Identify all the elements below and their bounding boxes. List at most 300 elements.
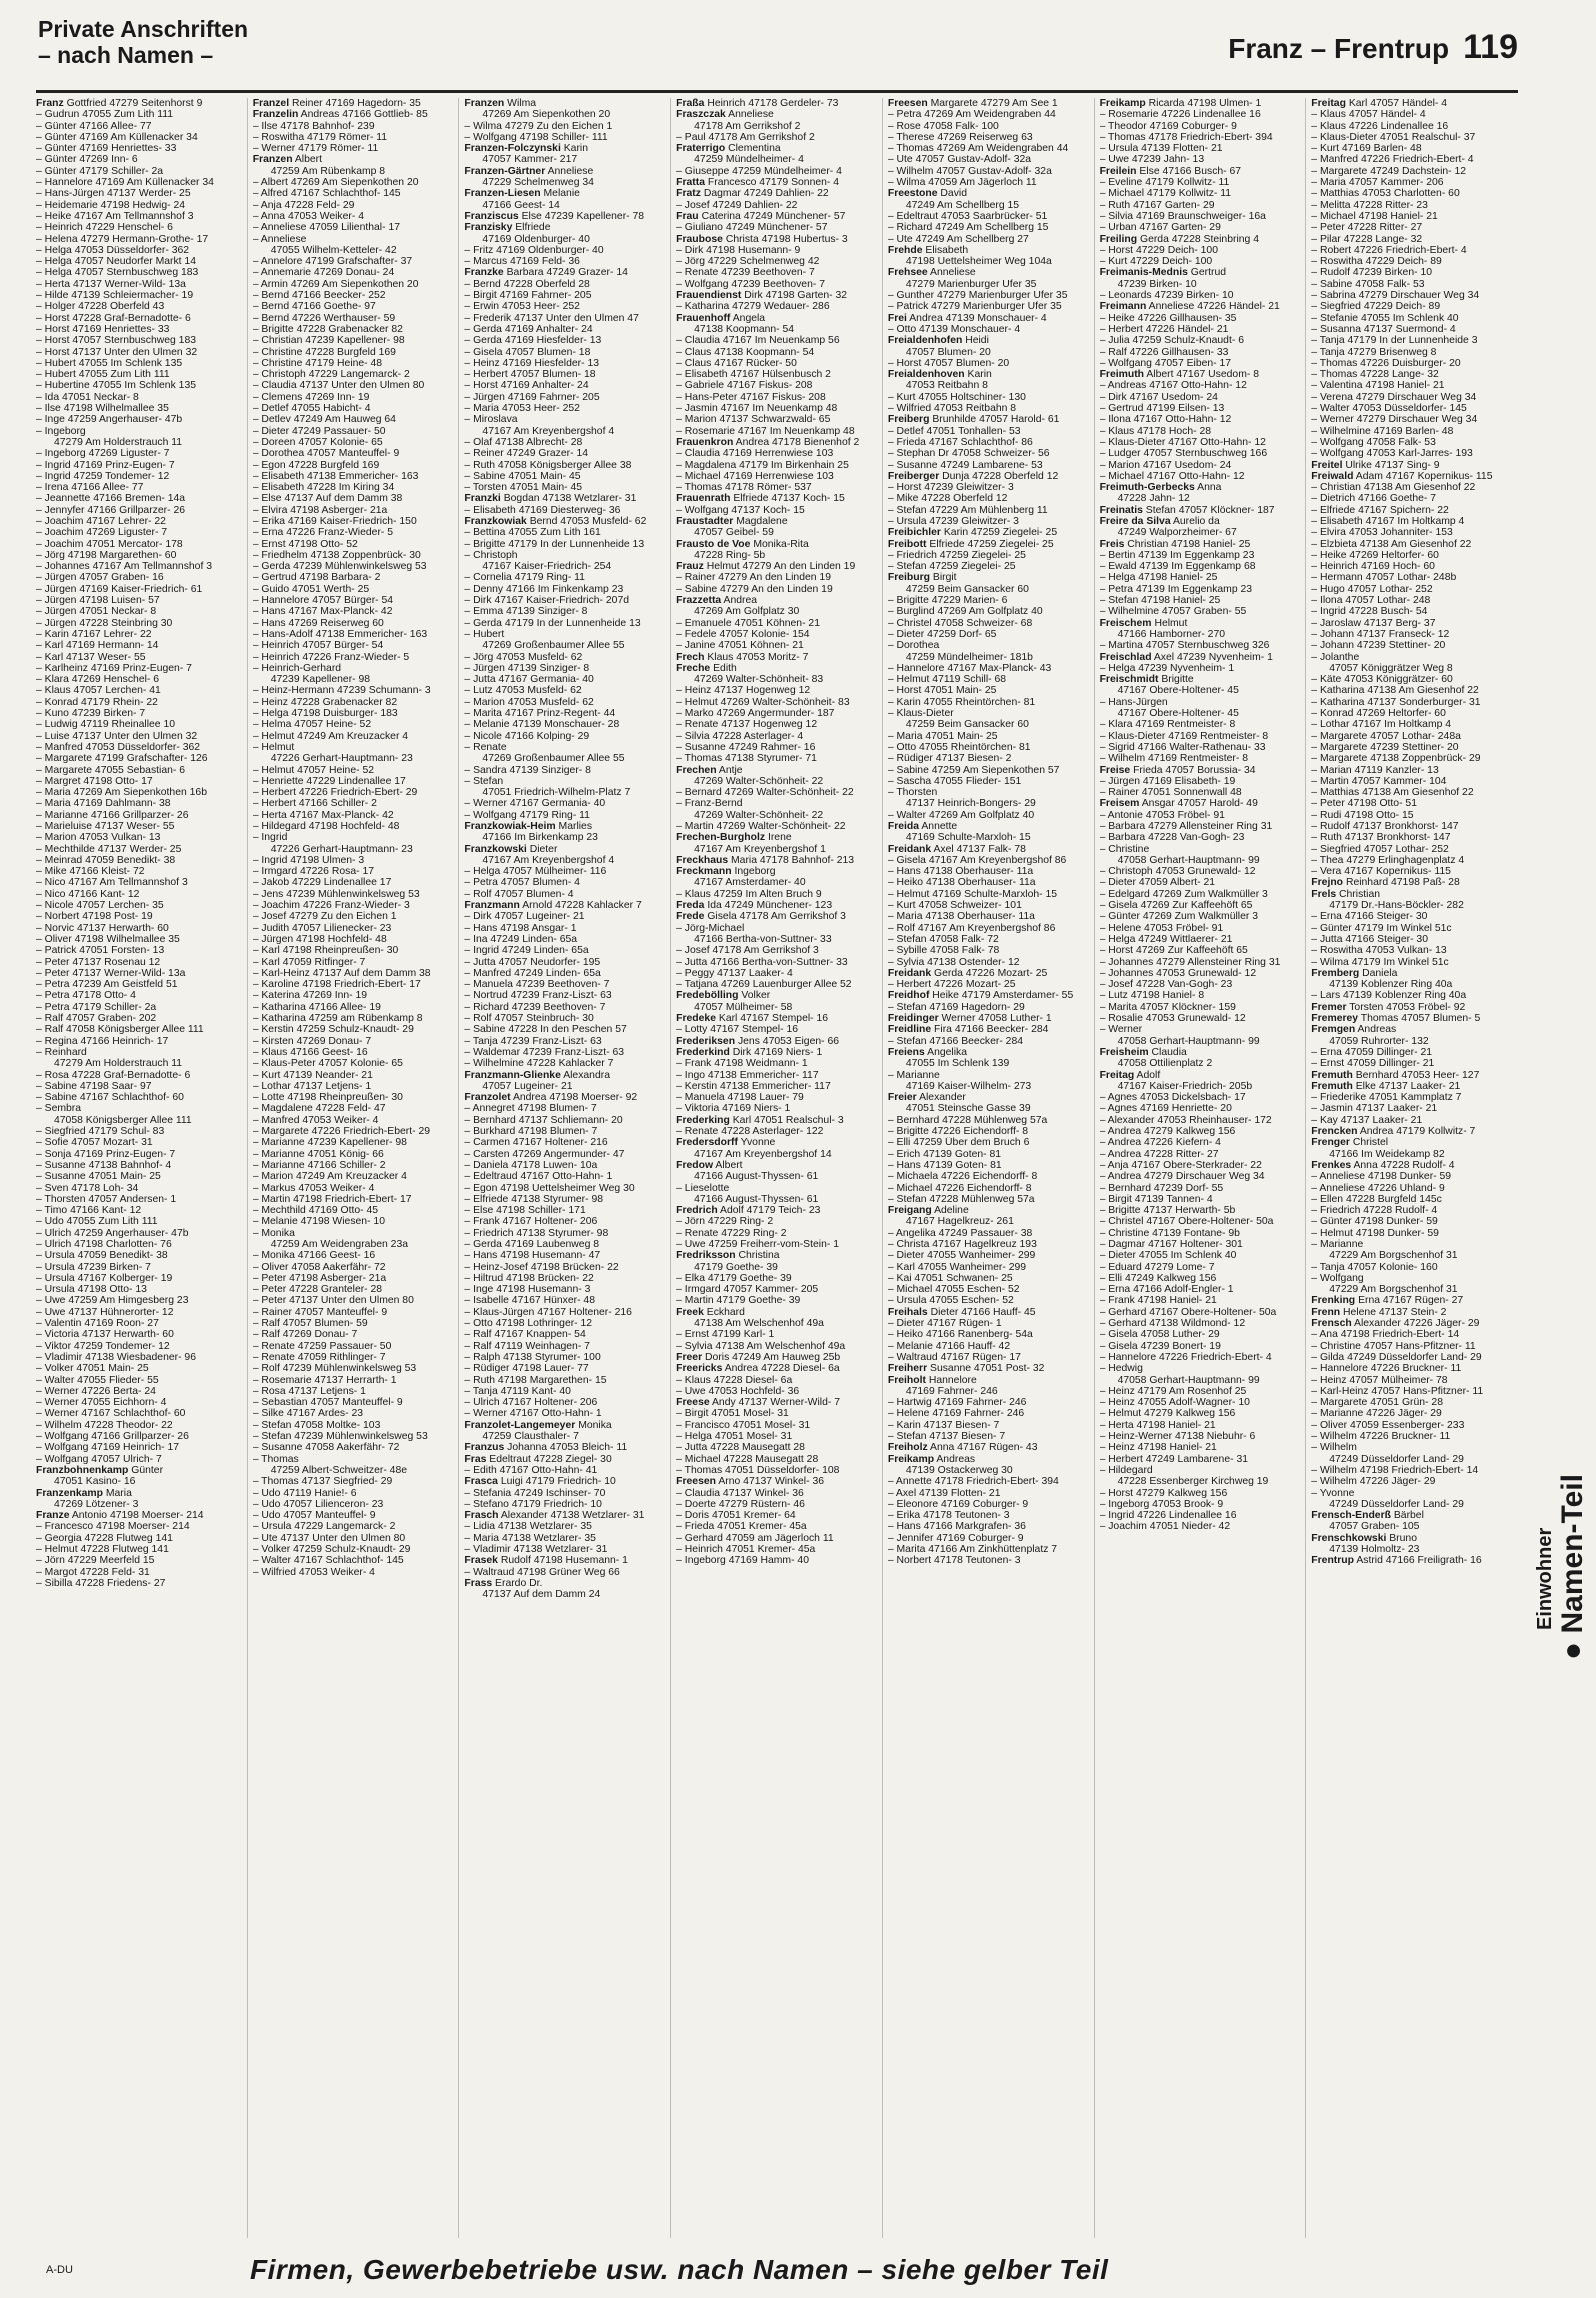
directory-entry — [253, 765, 455, 776]
entry-details: – Renate 47137 Hogenweg 12 — [676, 719, 818, 731]
entry-surname: Franzen — [252, 154, 293, 166]
entry-surname: Franze — [36, 1510, 70, 1522]
directory-entry — [676, 923, 878, 934]
entry-details: Yvonne — [740, 1137, 776, 1149]
entry-details: – Jörn 47229 Ring- 2 — [676, 1216, 774, 1228]
entry-details: – Christine 47179 Heine- 48 — [252, 357, 383, 369]
entry-details: Arno 47137 Winkel- 36 — [718, 1476, 825, 1488]
directory-entry — [676, 1442, 878, 1453]
entry-surname: Frenn — [1311, 1306, 1341, 1318]
entry-details: – Helene 47053 Fröbel- 91 — [1099, 922, 1224, 934]
directory-entry — [1100, 460, 1302, 471]
entry-details: – Margarete 47138 Zoppenbrück- 29 — [1311, 753, 1481, 765]
directory-entry — [253, 1262, 455, 1273]
directory-entry — [253, 1431, 455, 1442]
entry-details: – Dieter 47055 Im Schlenk 40 — [1099, 1250, 1237, 1262]
entry-details: – Heinz 47179 Am Rosenhof 25 — [1099, 1385, 1247, 1397]
directory-entry — [253, 1375, 455, 1386]
directory-entry — [36, 595, 243, 606]
directory-entry — [888, 640, 1090, 651]
entry-details: Torsten 47053 Fröbel- 92 — [1349, 1001, 1466, 1013]
directory-entry — [253, 256, 455, 267]
directory-entry — [36, 324, 243, 335]
directory-entry — [1311, 234, 1514, 245]
directory-entry — [464, 1510, 666, 1521]
directory-entry — [676, 426, 878, 437]
directory-entry — [253, 990, 455, 1001]
directory-entry — [36, 369, 243, 380]
entry-details: – Mike 47228 Oberfeld 12 — [887, 493, 1008, 505]
directory-entry — [253, 561, 455, 572]
directory-entry — [253, 324, 455, 335]
directory-entry — [1100, 652, 1302, 663]
entry-details: – Elisabeth 47228 Im Kiring 34 — [252, 482, 395, 494]
entry-details: – Stefan 47239 Mühlenwinkelsweg 53 — [252, 1431, 428, 1443]
directory-entry — [676, 685, 878, 696]
directory-entry — [1100, 1081, 1302, 1092]
entry-details: – Ingrid 47228 Busch- 54 — [1311, 606, 1428, 618]
entry-surname: Frasch — [464, 1510, 499, 1522]
directory-entry — [1311, 1058, 1514, 1069]
directory-entry — [464, 844, 666, 855]
directory-entry — [464, 1137, 666, 1148]
directory-entry — [464, 1115, 666, 1126]
entry-details: Elisabeth — [925, 244, 969, 256]
directory-entry — [888, 380, 1090, 391]
directory-entry — [36, 121, 243, 132]
directory-entry — [36, 380, 243, 391]
entry-details: – Thorsten — [887, 787, 938, 799]
entry-details: – Jutta 47228 Mausegatt 28 — [676, 1442, 805, 1454]
directory-entry — [888, 1126, 1090, 1137]
entry-surname: Fredeke — [676, 1013, 716, 1025]
directory-entry — [888, 369, 1090, 380]
entry-details: – Petra 47269 Am Weidengraben 44 — [887, 109, 1056, 121]
directory-entry — [253, 493, 455, 504]
entry-details: – Horst 47228 Graf-Bernadotte- 6 — [36, 312, 191, 324]
entry-details: Else 47166 Busch- 67 — [1139, 165, 1242, 177]
directory-entry — [36, 708, 243, 719]
entry-details: – Reinhard — [36, 1046, 87, 1058]
directory-entry — [1100, 1488, 1302, 1499]
entry-details: – Helga 47053 Düsseldorfer- 362 — [36, 244, 190, 256]
entry-details: – Katharina 47279 Wedauer- 286 — [676, 301, 830, 313]
directory-entry — [888, 358, 1090, 369]
directory-entry — [36, 1544, 243, 1555]
directory-entry — [1100, 1284, 1302, 1295]
entry-details: – Peter 47198 Otto- 51 — [1311, 798, 1417, 810]
entry-details: Helmut 47279 An den Linden 19 — [706, 561, 856, 573]
directory-entry — [464, 652, 666, 663]
entry-details: – Hubert 47055 Im Schlenk 135 — [36, 357, 183, 369]
directory-entry — [676, 335, 878, 346]
entry-surname: Franz — [36, 98, 64, 109]
entry-details: – Inge 47259 Angerhauser- 47b — [36, 414, 183, 426]
directory-entry — [36, 674, 243, 685]
entry-details: – Gisela 47167 Am Kreyenbergshof 86 — [887, 854, 1067, 866]
directory-entry — [1311, 267, 1514, 278]
entry-details: – Sylvia 47138 Am Welschenhof 49a — [676, 1340, 846, 1352]
directory-entry — [1100, 697, 1302, 708]
entry-details: – Günter 47179 Schiller- 2a — [36, 165, 164, 177]
directory-entry — [676, 889, 878, 900]
directory-entry — [36, 109, 243, 120]
directory-entry — [464, 1589, 666, 1600]
entry-details: Magdalene — [736, 515, 788, 527]
entry-details: – Sabrina 47279 Dirschauer Weg 34 — [1311, 290, 1480, 302]
entry-details: – Rolf 47239 Mühlenwinkelsweg 53 — [252, 1363, 417, 1375]
directory-entry — [36, 222, 243, 233]
entry-details: – Norbert 47198 Post- 19 — [36, 911, 153, 923]
directory-entry — [36, 923, 243, 934]
directory-entry — [36, 1171, 243, 1182]
entry-surname: Freiholt — [887, 1374, 926, 1386]
directory-entry — [1311, 132, 1514, 143]
entry-details: – Ulrich 47167 Holtener- 206 — [464, 1397, 598, 1409]
directory-entry — [888, 222, 1090, 233]
entry-details: 47259 Beim Gansacker 60 — [905, 583, 1029, 595]
entry-surname: Franzke — [464, 267, 504, 279]
directory-entry — [1311, 1555, 1514, 1566]
entry-details: – Helga 47239 Nyvenheim- 1 — [1099, 662, 1235, 674]
directory-entry — [1311, 313, 1514, 324]
entry-details: – Gabriele 47167 Fiskus- 208 — [676, 380, 813, 392]
directory-entry — [1100, 889, 1302, 900]
entry-details: 47179 Goethe- 39 — [694, 1261, 778, 1273]
entry-details: – Elisabeth 47169 Diesterweg- 36 — [464, 504, 621, 516]
directory-entry — [676, 1375, 878, 1386]
directory-entry — [253, 1329, 455, 1340]
directory-entry — [888, 719, 1090, 730]
entry-details: – Edeltraut 47053 Saarbrücker- 51 — [887, 210, 1048, 222]
entry-details: – Horst 47057 Sternbuschweg 183 — [36, 335, 197, 347]
entry-details: – Klaus-Peter 47057 Kolonie- 65 — [252, 1058, 403, 1070]
entry-details: – Johann 47137 Franseck- 12 — [1311, 628, 1450, 640]
directory-entry — [1311, 1228, 1514, 1239]
entry-details: – Heike 47226 Gillhausen- 35 — [1099, 312, 1237, 324]
entry-details: – Michaela 47226 Eichendorff- 8 — [887, 1171, 1038, 1183]
entry-details: – Rudi 47198 Otto- 15 — [1311, 809, 1414, 821]
directory-entry — [1100, 335, 1302, 346]
entry-details: 47055 Wilhelm-Ketteler- 42 — [270, 244, 397, 256]
directory-entry — [1311, 1081, 1514, 1092]
directory-entry — [36, 1521, 243, 1532]
entry-surname: Freda — [676, 900, 705, 912]
directory-entry — [888, 945, 1090, 956]
directory-entry — [36, 414, 243, 425]
directory-entry — [464, 877, 666, 888]
entry-details: – Melanie 47166 Hauff- 42 — [887, 1340, 1011, 1352]
entry-details: – Alexander 47053 Rheinhauser- 172 — [1099, 1114, 1272, 1126]
entry-details: – Maria 47053 Heer- 252 — [464, 403, 580, 415]
entry-details: – Elvira 47198 Asberger- 21a — [252, 504, 388, 516]
directory-entry — [253, 1239, 455, 1250]
entry-details: 47139 Holmoltz- 23 — [1329, 1544, 1420, 1555]
entry-details: – Anja 47228 Feld- 29 — [252, 199, 355, 211]
entry-details: – Margarete 47057 Lothar- 248a — [1311, 730, 1461, 742]
entry-surname: Frenkes — [1311, 1159, 1352, 1171]
entry-details: – Marcus 47169 Feld- 36 — [464, 256, 580, 268]
entry-surname: Freidank — [887, 843, 932, 855]
directory-entry — [464, 234, 666, 245]
directory-entry — [253, 1013, 455, 1024]
directory-entry — [1100, 267, 1302, 278]
entry-details: 47249 Walporzheimer- 67 — [1117, 527, 1237, 539]
directory-entry — [1311, 1465, 1514, 1476]
directory-entry — [253, 1307, 455, 1318]
entry-details: – Stefan 47259 Ziegelei- 25 — [887, 561, 1016, 573]
directory-entry — [888, 188, 1090, 199]
entry-details: – Bernhard 47137 Schliemann- 20 — [464, 1114, 623, 1126]
directory-entry — [464, 1171, 666, 1182]
entry-details: 47166 Geest- 14 — [482, 199, 560, 211]
directory-entry — [888, 426, 1090, 437]
entry-details: – Jürgen 47228 Steinbring 30 — [36, 617, 173, 629]
entry-details: – Wilhelmine 47228 Kahlacker 7 — [464, 1058, 614, 1070]
entry-details: Aurelio da — [1172, 515, 1220, 527]
directory-entry — [676, 403, 878, 414]
directory-entry — [1100, 482, 1302, 493]
entry-details: Anneliese — [547, 165, 594, 177]
entry-details: – Hans 47138 Oberhauser- 11a — [887, 866, 1034, 878]
directory-entry — [464, 516, 666, 527]
directory-entry — [464, 188, 666, 199]
directory-entry — [253, 245, 455, 256]
directory-entry — [464, 1284, 666, 1295]
directory-entry — [1311, 493, 1514, 504]
entry-details: – Kuno 47239 Birken- 7 — [36, 708, 146, 720]
entry-details: – Annemarie 47269 Donau- 24 — [252, 267, 395, 279]
directory-entry — [464, 719, 666, 730]
entry-details: 47167 Amsterdamer- 40 — [694, 877, 806, 889]
entry-details: – Marian 47119 Kanzler- 13 — [1311, 764, 1439, 776]
entry-details: – Karl-Heinz 47057 Hans-Pfitzner- 11 — [1311, 1385, 1484, 1397]
directory-entry — [36, 1036, 243, 1047]
directory-entry — [253, 527, 455, 538]
entry-details: – Mike 47166 Kleist- 72 — [36, 866, 145, 878]
entry-details: 47057 Blumen- 20 — [905, 346, 991, 358]
directory-entry — [1311, 1329, 1514, 1340]
entry-details: – Wolfgang 47137 Koch- 15 — [676, 504, 805, 516]
directory-entry — [888, 1352, 1090, 1363]
entry-details: – Martin 47179 Goethe- 39 — [676, 1295, 801, 1307]
entry-details: – Konrad 47269 Heltorfer- 60 — [1311, 708, 1446, 720]
directory-entry — [888, 832, 1090, 843]
directory-entry — [676, 1262, 878, 1273]
entry-details: – Heike 47167 Am Tellmannshof 3 — [36, 210, 194, 222]
directory-entry — [888, 324, 1090, 335]
directory-entry — [36, 1183, 243, 1194]
directory-entry — [1311, 1431, 1514, 1442]
directory-entry — [888, 1375, 1090, 1386]
directory-entry — [1311, 629, 1514, 640]
entry-details: – Heinrich 47226 Franz-Wieder- 5 — [252, 651, 410, 663]
directory-entry — [464, 539, 666, 550]
section-title — [38, 16, 248, 68]
directory-entry — [464, 1183, 666, 1194]
entry-surname: Frass — [464, 1577, 493, 1589]
entry-details: – Josef 47249 Dahlien- 22 — [676, 199, 798, 211]
entry-details: – Ursula 47167 Kolberger- 19 — [36, 1272, 173, 1284]
entry-surname: Frei — [887, 312, 907, 324]
entry-details: Monika-Rita — [753, 538, 809, 550]
entry-details: – Dieter 47167 Rügen- 1 — [887, 1318, 1002, 1330]
directory-entry — [253, 629, 455, 640]
entry-details: 47166 Hamborner- 270 — [1117, 628, 1226, 640]
entry-details: 47166 Im Weidekamp 82 — [1329, 1148, 1445, 1160]
directory-entry — [888, 731, 1090, 742]
entry-details: – Karl 47059 Ritfinger- 7 — [252, 956, 366, 968]
directory-entry — [1311, 245, 1514, 256]
entry-surname: Franzen-Gärtner — [464, 165, 546, 177]
directory-entry — [1311, 1216, 1514, 1227]
entry-details: – Therese 47269 Reiserweg 63 — [887, 131, 1033, 143]
entry-details: – Timo 47166 Kant- 12 — [36, 1205, 142, 1217]
entry-details: Anneliese — [930, 267, 976, 279]
entry-details: – Heinrich 47051 Kremer- 45a — [676, 1544, 816, 1555]
entry-details: – Margarete 47226 Friedrich-Ebert- 29 — [252, 1126, 431, 1138]
directory-entry — [464, 437, 666, 448]
directory-entry — [36, 1397, 243, 1408]
directory-entry — [1311, 889, 1514, 900]
entry-details: – Klaus-Dieter 47167 Otto-Hahn- 12 — [1099, 436, 1266, 448]
directory-entry — [676, 234, 878, 245]
entry-details: – Johannes 47167 Am Tellmannshof 3 — [36, 561, 212, 573]
entry-details: – Wilma 47279 Zu den Eichen 1 — [464, 120, 613, 132]
entry-details: – Udo 47119 Hanie!- 6 — [252, 1487, 357, 1499]
directory-entry — [1100, 1431, 1302, 1442]
entry-details: 47228 Essenberger Kirchweg 19 — [1117, 1476, 1269, 1488]
directory-entry — [888, 200, 1090, 211]
directory-entry — [253, 1205, 455, 1216]
entry-details: – Oliver 47058 Aakerfähr- 72 — [252, 1261, 386, 1273]
directory-entry — [1311, 358, 1514, 369]
entry-details: – Claus 47138 Koopmann- 54 — [676, 346, 815, 358]
directory-entry — [1311, 1352, 1514, 1363]
directory-entry — [253, 855, 455, 866]
directory-entry — [1100, 629, 1302, 640]
directory-entry — [1100, 606, 1302, 617]
entry-details: – Hannelore 47226 Friedrich-Ebert- 4 — [1099, 1351, 1272, 1363]
entry-surname: Frels — [1311, 888, 1337, 900]
entry-details: – Erna 47226 Franz-Wieder- 5 — [252, 527, 394, 539]
directory-entry — [253, 821, 455, 832]
entry-details: – Heinz 47055 Adolf-Wagner- 10 — [1099, 1397, 1250, 1409]
directory-entry — [888, 448, 1090, 459]
entry-details: – Günter 47166 Allee- 77 — [36, 120, 152, 132]
directory-entry — [253, 618, 455, 629]
directory-entry — [253, 154, 455, 165]
entry-details: – Dieter 47259 Dorf- 65 — [887, 628, 997, 640]
directory-entry — [1311, 572, 1514, 583]
directory-entry — [888, 1431, 1090, 1442]
directory-entry — [253, 1160, 455, 1171]
entry-details: – Uwe 47239 Jahn- 13 — [1099, 154, 1205, 166]
entry-details: – Elfriede 47138 Styrumer- 98 — [464, 1193, 604, 1205]
directory-entry — [464, 527, 666, 538]
directory-entry — [253, 1555, 455, 1566]
entry-details: Anneliese — [728, 109, 774, 121]
entry-details: – Andrea 47226 Kiefern- 4 — [1099, 1137, 1221, 1149]
directory-entry — [36, 1013, 243, 1024]
directory-entry — [464, 1533, 666, 1544]
directory-entry — [888, 911, 1090, 922]
entry-details: – Karl 47055 Wanheimer- 299 — [887, 1261, 1027, 1273]
entry-details: – Friedrich 47228 Rudolf- 4 — [1311, 1205, 1438, 1217]
directory-entry — [36, 844, 243, 855]
directory-entry — [464, 154, 666, 165]
directory-entry — [676, 1431, 878, 1442]
entry-details: – Katharina 47138 Am Giesenhof 22 — [1311, 685, 1479, 697]
entry-details: – Jolanthe — [1311, 651, 1360, 663]
directory-entry — [888, 437, 1090, 448]
entry-details: – Katharina 47166 Allee- 19 — [252, 1001, 381, 1013]
directory-entry — [253, 234, 455, 245]
entry-details: – Hugo 47057 Lothar- 252 — [1311, 583, 1433, 595]
entry-details: – Michael 47055 Eschen- 52 — [887, 1284, 1020, 1296]
directory-entry — [1311, 392, 1514, 403]
directory-entry — [1311, 923, 1514, 934]
directory-entry — [1311, 324, 1514, 335]
entry-details: – Manfred 47226 Friedrich-Ebert- 4 — [1311, 154, 1474, 166]
entry-details: – Christoph — [464, 549, 518, 561]
directory-entry — [36, 1352, 243, 1363]
entry-details: – Christa 47167 Hagelkreuz 193 — [887, 1238, 1037, 1250]
entry-details: – Helmut 47119 Schill- 68 — [887, 674, 1007, 686]
entry-details: – Sabine 47167 Schlachthof- 60 — [36, 1092, 184, 1104]
side-tab-small-label: Einwohner — [1534, 1527, 1556, 1630]
entry-details: – Marianne — [887, 1069, 940, 1081]
directory-entry — [1100, 640, 1302, 651]
directory-entry — [1100, 1070, 1302, 1081]
directory-entry — [1100, 121, 1302, 132]
directory-entry — [253, 279, 455, 290]
entry-details: – Marko 47269 Angermunder- 187 — [676, 708, 835, 720]
entry-details: – Thomas — [252, 1453, 299, 1465]
entry-surname: Franzkowiak-Heim — [464, 821, 556, 832]
directory-entry — [464, 685, 666, 696]
entry-details: – Friedhelm 47138 Zoppenbrück- 30 — [252, 549, 421, 561]
entry-details: – Wilhelm 47226 Jäger- 29 — [1311, 1476, 1436, 1488]
entry-details: Karin 47259 Ziegelei- 25 — [943, 527, 1058, 539]
entry-surname: Frech — [676, 651, 705, 663]
directory-entry — [253, 347, 455, 358]
entry-details: – Michael 47179 Kollwitz- 11 — [1099, 188, 1232, 200]
directory-entry — [888, 1205, 1090, 1216]
entry-details: – Ilse 47198 Wilhelmallee 35 — [36, 403, 169, 415]
entry-details: – Jörg 47053 Musfeld- 62 — [464, 651, 583, 663]
entry-details: – Hans-Adolf 47138 Emmericher- 163 — [252, 628, 428, 640]
directory-entry — [464, 1544, 666, 1555]
entry-details: – Susanne 47138 Bahnhof- 4 — [36, 1159, 172, 1171]
entry-details: Alexander — [919, 1092, 966, 1104]
directory-entry — [1100, 844, 1302, 855]
entry-details: 47269 Großenbaumer Allee 55 — [482, 640, 625, 652]
directory-entry — [1100, 1092, 1302, 1103]
entry-surname: Frauenhoff — [676, 312, 731, 324]
entry-details: – Joachim 47167 Lehrer- 22 — [36, 515, 166, 527]
entry-details: – Peter 47198 Asberger- 21a — [252, 1272, 387, 1284]
entry-details: – Wilhelm 47169 Rentmeister- 8 — [1099, 753, 1248, 765]
entry-surname: Freida — [887, 821, 920, 832]
directory-entry — [36, 990, 243, 1001]
directory-entry — [888, 1137, 1090, 1148]
directory-entry — [676, 550, 878, 561]
entry-details: – Herta 47137 Werner-Wild- 13a — [36, 278, 186, 290]
entry-details: – Klaus-Dieter — [887, 708, 954, 720]
entry-details: – Peter 47137 Rosenau 12 — [36, 956, 161, 968]
entry-details: – Emma 47139 Sinziger- 8 — [464, 606, 588, 618]
